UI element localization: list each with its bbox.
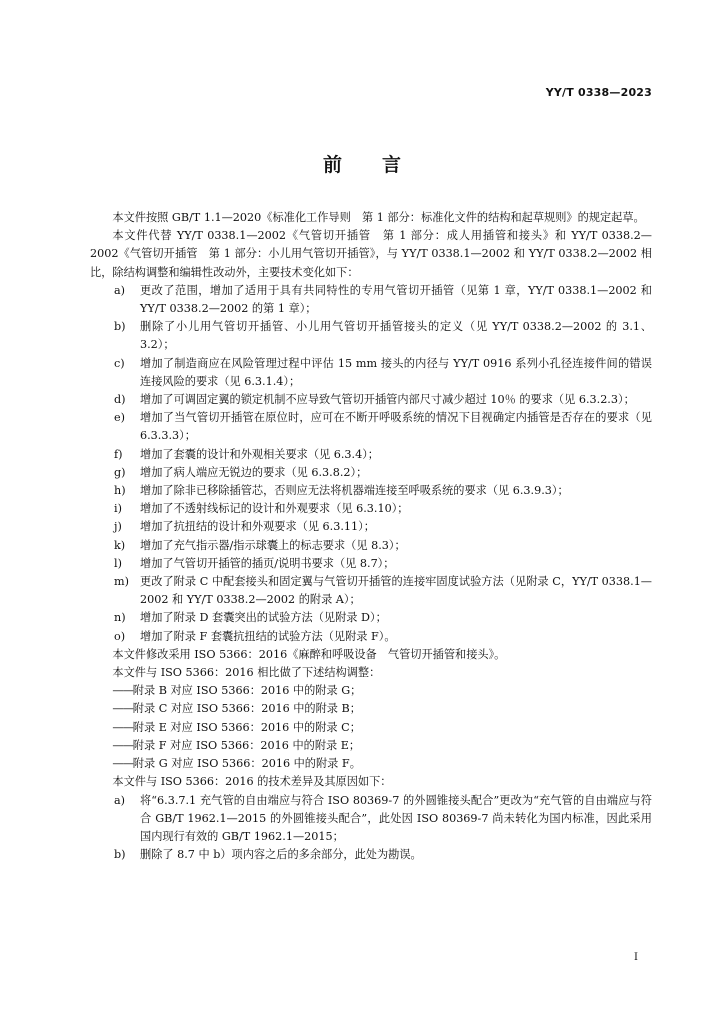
list-text: 附录 G 对应 ISO 5366：2016 中的附录 F。	[132, 757, 361, 771]
paragraph-replacement: 本文件代替 YY/T 0338.1—2002《气管切开插管 第 1 部分：成人用插管和接头》和 YY/T 0338.2—2002《气管切开插管 第 1 部分：小儿用气管切开插管》，与 YY/T 0338.1—2002 和 YY/T 0338.2—2002 相比，除结构调整和编辑性改动外，主要技术变化如下：	[90, 229, 652, 279]
page-title	[0, 150, 724, 177]
standard-code: YY/T 0338—2023	[545, 86, 652, 99]
list-text: 增加了附录 F 套囊抗扭结的试验方法（见附录 F）。	[140, 629, 396, 643]
list-item	[90, 555, 652, 573]
list-item	[90, 628, 652, 646]
list-marker: j)	[114, 520, 122, 534]
dash-marker: ——	[112, 757, 133, 771]
list-item	[90, 609, 652, 627]
list-item	[90, 464, 652, 482]
list-marker: l)	[114, 556, 122, 570]
list-marker: a)	[114, 283, 126, 297]
list-marker: g)	[114, 465, 126, 479]
paragraph-drafting-rules: 本文件按照 GB/T 1.1—2020《标准化工作导则 第 1 部分：标准化文件的结构和起草规则》的规定起草。	[112, 211, 645, 224]
list-text: 将“6.3.7.1 充气管的自由端应与符合 ISO 80369-7 的外圆锥接头配合”更改为“充气管的自由端应与符合 GB/T 1962.1—2015 的外圆锥接头配合”，此处因 ISO 80369-7 尚未转化为国内标准，因此采用国内现行有效的 GB/T 1962.1—2015；	[140, 793, 652, 843]
list-item	[90, 792, 652, 847]
list-marker: m)	[114, 575, 129, 589]
list-marker: k)	[114, 538, 126, 552]
list-text: 增加了气管切开插管的插页/说明书要求（见 8.7）；	[140, 556, 395, 570]
list-marker: i)	[114, 502, 122, 516]
title-char-1: 前	[322, 154, 342, 176]
list-item	[90, 719, 652, 737]
structure-list	[90, 682, 652, 773]
list-text: 更改了附录 C 中配套接头和固定翼与气管切开插管的连接牢固度试验方法（见附录 C，YY/T 0338.1—2002 和 YY/T 0338.2—2002 的附录 A）；	[140, 575, 652, 607]
list-item	[90, 355, 652, 391]
list-item	[90, 737, 652, 755]
list-item	[90, 482, 652, 500]
foreword-body	[90, 209, 652, 864]
list-item	[90, 409, 652, 445]
list-text: 删除了小儿用气管切开插管、小儿用气管切开插管接头的定义（见 YY/T 0338.2—2002 的 3.1、3.2）；	[140, 320, 652, 352]
list-text: 增加了附录 D 套囊突出的试验方法（见附录 D）；	[140, 611, 387, 625]
list-text: 附录 E 对应 ISO 5366：2016 中的附录 C；	[132, 720, 361, 734]
list-text: 增加了病人端应无锐边的要求（见 6.3.8.2）；	[140, 465, 368, 479]
dash-marker: ——	[112, 738, 133, 752]
list-text: 增加了当气管切开插管在原位时，应可在不断开呼吸系统的情况下目视确定内插管是否存在的要求（见 6.3.3.3）；	[140, 411, 652, 443]
list-text: 增加了套囊的设计和外观相关要求（见 6.3.4）；	[140, 447, 379, 461]
list-text: 增加了充气指示器/指示球囊上的标志要求（见 8.3）；	[140, 538, 406, 552]
page-number: I	[634, 952, 638, 963]
paragraph-diff-intro: 本文件与 ISO 5366：2016 的技术差异及其原因如下：	[112, 775, 392, 789]
list-marker: f)	[114, 447, 123, 461]
list-marker: e)	[114, 411, 125, 425]
dash-marker: ——	[112, 684, 133, 698]
diff-list	[90, 792, 652, 865]
paragraph-adoption: 本文件修改采用 ISO 5366：2016《麻醉和呼吸设备 气管切开插管和接头》。	[112, 647, 506, 661]
list-text: 增加了制造商应在风险管理过程中评估 15 mm 接头的内径与 YY/T 0916 系列小孔径连接件间的错误连接风险的要求（见 6.3.1.4）；	[140, 356, 652, 388]
list-text: 增加了抗扭结的设计和外观要求（见 6.3.11）；	[140, 520, 375, 534]
list-item	[90, 318, 652, 354]
list-text: 附录 F 对应 ISO 5366：2016 中的附录 E；	[132, 738, 361, 752]
list-marker: h)	[114, 484, 126, 498]
list-text: 删除了 8.7 中 b）项内容之后的多余部分，此处为勘误。	[140, 848, 422, 862]
list-item	[90, 573, 652, 609]
list-item	[90, 700, 652, 718]
list-marker: d)	[114, 393, 126, 407]
list-marker: b)	[114, 320, 126, 334]
list-item	[90, 282, 652, 318]
paragraph-structure-intro: 本文件与 ISO 5366：2016 相比做了下述结构调整：	[112, 666, 381, 680]
list-item	[90, 755, 652, 773]
list-item	[90, 682, 652, 700]
list-text: 附录 C 对应 ISO 5366：2016 中的附录 B；	[132, 702, 361, 716]
list-item	[90, 446, 652, 464]
list-text: 更改了范围，增加了适用于具有共同特性的专用气管切开插管（见第 1 章，YY/T 0338.1—2002 和 YY/T 0338.2—2002 的第 1 章）；	[140, 283, 652, 316]
list-marker: b)	[114, 848, 126, 862]
list-item	[90, 846, 652, 864]
list-text: 附录 B 对应 ISO 5366：2016 中的附录 G；	[132, 684, 362, 698]
list-marker: a)	[114, 793, 126, 807]
dash-marker: ——	[112, 702, 133, 716]
list-marker: o)	[114, 629, 126, 643]
list-marker: c)	[114, 356, 125, 370]
list-text: 增加了除非已移除插管芯，否则应无法将机器端连接至呼吸系统的要求（见 6.3.9.3）；	[140, 484, 569, 498]
list-text: 增加了不透射线标记的设计和外观要求（见 6.3.10）；	[140, 502, 409, 516]
dash-marker: ——	[112, 720, 133, 734]
list-marker: n)	[114, 611, 126, 625]
list-item	[90, 537, 652, 555]
list-item	[90, 518, 652, 536]
title-char-2: 言	[382, 154, 402, 176]
changes-list	[90, 282, 652, 646]
list-item	[90, 391, 652, 409]
list-item	[90, 500, 652, 518]
list-text: 增加了可调固定翼的锁定机制不应导致气管切开插管内部尺寸减少超过 10％ 的要求（见 6.3.2.3）；	[140, 393, 635, 407]
